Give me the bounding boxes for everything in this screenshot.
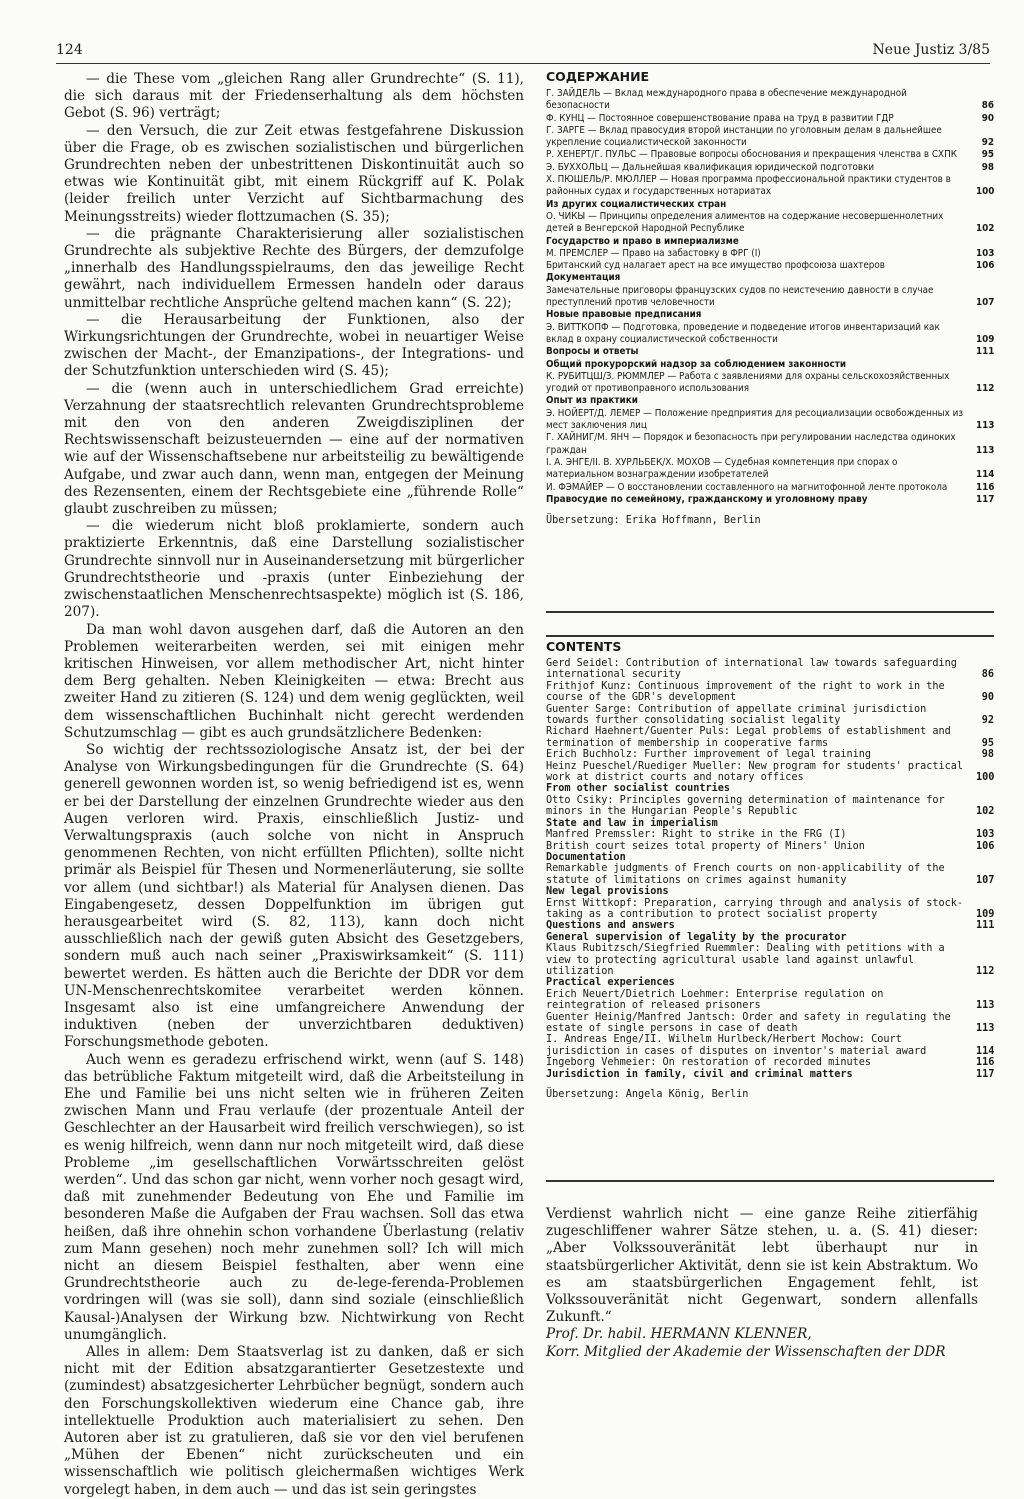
toc-entry-page: 113 <box>976 420 995 432</box>
toc-entry-title: Remarkable judgments of French courts on non-applicability of the statute of limitations on crimes against humanity <box>546 863 945 886</box>
paragraph: — den Versuch, die zur Zeit etwas festgefahrene Diskussion über die Frage, ob es zwischen sozialistischen und bürgerlichen Grundrechten neben der unbestrittenen Diskontinuität auch so etwas wie Kontinuität gibt, mit einem Rückgriff auf K. Polak (leider freilich unter Verzicht auf Sichtbarmachung des Meinungsstreits) wieder flottzumachen (S. 35); <box>64 122 524 225</box>
toc-entry-title: Вопросы и ответы <box>546 346 639 358</box>
toc-entry-page: 106 <box>976 840 995 852</box>
toc-entry-page: 106 <box>976 260 995 272</box>
toc-entry <box>546 211 994 236</box>
toc-entry <box>546 1034 994 1057</box>
toc-entry-title: Г. ЗАЙДЕЛЬ — Вклад международного права в обеспечение международной безопасности <box>546 88 907 112</box>
toc-entry-title: Из других социалистических стран <box>546 198 727 210</box>
toc-entry-title: И. ФЭМАЙЕР — О восстановлении составленного на магнитофонной ленте протокола <box>546 481 948 493</box>
toc-section-heading <box>546 309 994 321</box>
paragraph: Auch wenn es geradezu erfrischend wirkt, wenn (auf S. 148) das betrübliche Faktum mitgeteilt wird, daß die Arbeitsteilung in Ehe und Familie bei uns nicht selten wie in früheren Zeiten zwischen Mann und Frau verlaufe (der prozentuale Anteil der Geschlechter an der Hausarbeit wird freilich verschwiegen), so ist es wenig hilfreich, wenn dann nur noch mitgeteilt wird, daß diese Probleme „im gesellschaftlichen Vorwärtsschreiten gelöst werden“. Und das schon gar nicht, wenn vorher noch gesagt wird, daß mit zunehmender Bedeutung von Ehe und Familie im besonderen Maße die Aufgaben der Frau wachsen. Soll das etwa heißen, daß ihre ohnehin schon vorhandene Überlastung (relativ zum Mann gesehen) noch mehr zunehmen soll? Ich will mich nicht an diesem Beispiel festhalten, aber wenn eine Grundrechtstheorie auch zu de-lege-ferenda-Problemen vordringen will (was sie soll), dann sind soziale (einschließlich Kausal-)Analysen der Wirkung bzw. Nichtwirkung von Recht unumgänglich. <box>64 1051 524 1343</box>
toc-entry-page: 95 <box>981 737 994 749</box>
toc-entry <box>546 322 994 347</box>
toc-entry-title: Guenter Heinig/Manfred Jantsch: Order and safety in regulating the estate of single persons in case of death <box>546 1011 951 1034</box>
toc-entry-title: I. Andreas Enge/II. Wilhelm Hurlbeck/Herbert Mochow: Court jurisdiction in cases of disputes on inventor's material award <box>546 1034 927 1057</box>
toc-entry <box>546 989 994 1012</box>
toc-entry-page: 102 <box>976 806 995 818</box>
toc-entry <box>546 248 994 260</box>
russian-contents <box>546 69 994 613</box>
toc-entry-title: New legal provisions <box>546 886 669 898</box>
toc-entry <box>546 1012 994 1035</box>
toc-entry-title: Documentation <box>546 851 626 863</box>
toc-entry-title: Klaus Rubitzsch/Siegfried Ruemmler: Dealing with petitions with a view to protecting agricultural usable land against unlawful utilization <box>546 943 945 977</box>
toc-entry-title: Новые правовые предписания <box>546 309 702 321</box>
toc-entry <box>546 726 994 749</box>
toc-entry-title: Erich Buchholz: Further improvement of legal training <box>546 749 872 761</box>
toc-entry <box>546 113 994 125</box>
toc-entry-page: 103 <box>976 247 995 259</box>
toc-entry-page: 102 <box>976 223 995 235</box>
toc-entry <box>546 260 994 272</box>
toc-entry-page: 112 <box>976 965 995 977</box>
toc-entry-title: State and law in imperialism <box>546 817 718 829</box>
english-translation-credit: Übersetzung: Angela König, Berlin <box>546 1089 749 1101</box>
toc-section-heading <box>546 272 994 284</box>
english-contents-heading: CONTENTS <box>546 635 994 654</box>
toc-entry <box>546 162 994 174</box>
toc-entry-page: 100 <box>976 186 995 198</box>
article-column <box>64 71 524 1499</box>
toc-entry <box>546 432 994 457</box>
toc-entry-title: Г. ЗАРГЕ — Вклад правосудия второй инстанции по уголовным делам в дальнейшее укрепление социалистической законности <box>546 124 942 149</box>
toc-entry <box>546 943 994 977</box>
author-affiliation: Korr. Mitglied der Akademie der Wissenschaften der DDR <box>546 1343 946 1360</box>
toc-section-heading <box>546 977 994 988</box>
toc-entry-title: From other socialist countries <box>546 783 731 795</box>
toc-entry <box>546 658 994 681</box>
page-header <box>56 39 990 64</box>
english-contents <box>546 635 994 1182</box>
closing-paragraph: Verdienst wahrlich nicht — eine ganze Reihe zitierfähig zugeschliffener wahrer Sätze stehen, u. a. (S. 41) dieser: „Aber Volkssouveränität lebt überhaupt nur in staatsbürgerlicher Aktivität, denn sie ist kein Abstraktum. Wo es am staatsbürgerlichen Engagement fehlt, ist Volkssouveränität nicht Gegenwart, sondern allenfalls Zukunft.“ <box>546 1206 978 1326</box>
toc-entry-page: 92 <box>981 137 994 149</box>
toc-entry-title: Государство и право в империализме <box>546 235 739 247</box>
toc-entry-title: Manfred Premssler: Right to strike in the FRG (I) <box>546 829 847 841</box>
toc-entry-page: 116 <box>976 481 995 493</box>
toc-entry <box>546 125 994 150</box>
toc-entry <box>546 371 994 396</box>
toc-entry-page: 113 <box>976 1000 995 1012</box>
toc-entry <box>546 795 994 818</box>
toc-entry-title: О. ЧИКЫ — Принципы определения алиментов на содержание несовершеннолетних детей в Венгерской Народной Республике <box>546 210 944 235</box>
toc-entry <box>546 457 994 482</box>
toc-entry-page: 117 <box>976 1068 995 1080</box>
toc-entry-page: 111 <box>976 920 995 932</box>
toc-entry-title: Ф. КУНЦ — Постоянное совершенствование права на труд в развитии ГДР <box>546 112 894 124</box>
page-number: 124 <box>56 42 83 58</box>
toc-entry <box>546 749 994 760</box>
journal-title: Neue Justiz 3/85 <box>872 42 990 58</box>
toc-section-heading <box>546 818 994 829</box>
toc-entry-page: 114 <box>976 1045 995 1057</box>
russian-contents-list <box>546 88 994 506</box>
paragraph: — die wiederum nicht bloß proklamierte, sondern auch praktizierte Erkenntnis, daß eine Darstellung sozialistischer Grundrechte sinnvoll nur in Auseinandersetzung mit bürgerlicher Grundrechtstheorie und -praxis (unter Einbeziehung der zwischenstaatlichen Menschenrechtsaspekte) möglich ist (S. 186, 207). <box>64 518 524 621</box>
toc-entry-title: Questions and answers <box>546 920 675 932</box>
paragraph: Alles in allem: Dem Staatsverlag ist zu danken, daß er sich nicht mit der Edition absatzgarantierter Gesetzestexte und (zumindest) absatzgesicherter Lehrbücher begnügt, sondern auch den Forschungskollektiven wiederum eine Chance gab, ihre intellektuelle Produktion auch materialisiert zu sehen. Den Autoren aber ist zu gratulieren, daß sie vor den viel berufenen „Mühen der Ebenen“ nicht zurückscheuten und ein wissenschaftlich wie politisch gleichermaßen wichtiges Werk vorgelegt haben, in dem auch — und das ist sein geringstes <box>64 1344 524 1498</box>
toc-entry-title: Общий прокурорский надзор за соблюдением законности <box>546 358 847 370</box>
toc-entry <box>546 88 994 113</box>
toc-entry-title: General supervision of legality by the procurator <box>546 931 847 943</box>
toc-section-heading <box>546 1069 994 1080</box>
toc-entry-title: Erich Neuert/Dietrich Loehmer: Enterprise regulation on reintegration of released prisoners <box>546 988 884 1012</box>
toc-entry <box>546 408 994 433</box>
toc-entry-page: 113 <box>976 444 995 456</box>
english-contents-list <box>546 658 994 1080</box>
toc-entry-title: British court seizes total property of Miners' Union <box>546 840 865 852</box>
toc-entry-page: 109 <box>976 333 995 345</box>
toc-entry-page: 114 <box>976 469 995 481</box>
toc-entry-title: Richard Haehnert/Guenter Puls: Legal problems of establishment and termination of membership in cooperative farms <box>546 726 951 749</box>
toc-entry <box>546 841 994 852</box>
toc-entry-title: I. А. ЭНГЕ/II. В. ХУРЛЬБЕК/Х. МОХОВ — Судебная компетенция при спорах о материальном вознаграждении изобретателей <box>546 456 898 481</box>
paragraph: So wichtig der rechtssoziologische Ansatz ist, der bei der Analyse von Wirkungsbedingungen für die Grundrechte (S. 64) generell gewonnen worden ist, so wenig befriedigend ist es, wenn er bei der Darstellung der einzelnen Grundrechte wieder aus den Augen verloren wird. Praxis, einschließlich Justiz- und Verwaltungspraxis (auch solche von nicht in Anspruch genommenen Rechten, von nicht erfüllten Pflichten), sollte nicht primär als Beispiel für Thesen und Normenerläuterung, sie sollte vor allem (und sichtbar!) als Material für Analysen dienen. Das Eingabengesetz, dessen Doppelfunktion im übrigen gut herausgearbeitet wird (S. 82, 113), kann doch nicht ausschließlich nach der gewiß guten Absicht des Gesetzgebers, sondern muß auch nach seiner „Praxiswirksamkeit“ (S. 111) bewertet werden. Es hätten auch die Berichte der DDR vor dem UN-Menschenrechtskomitee verarbeitet werden können. Insgesamt also ist eine umfangreichere Anwendung der induktiven (neben der unverzichtbaren deduktiven) Forschungsmethode geboten. <box>64 741 524 1051</box>
toc-entry-title: Г. ХАЙНИГ/М. ЯНЧ — Порядок и безопасность при регулировании наследства одиноких граждан <box>546 432 956 456</box>
toc-entry-page: 90 <box>981 112 994 124</box>
toc-entry-page: 98 <box>981 749 994 761</box>
toc-entry-title: Опыт из практики <box>546 395 638 407</box>
paragraph: — die These vom „gleichen Rang aller Grundrechte“ (S. 11), die sich daraus mit der Friedenserhaltung als dem höchsten Gebot (S. 96) verträgt; <box>64 71 524 122</box>
toc-entry-title: Ernst Wittkopf: Preparation, carrying through and analysis of stock-taking as a contribution to protect socialist property <box>546 897 964 920</box>
toc-entry-title: Э. БУХХОЛЬЦ — Дальнейшая квалификация юридической подготовки <box>546 161 875 173</box>
toc-entry <box>546 681 994 704</box>
toc-entry-page: 86 <box>981 669 994 681</box>
toc-entry-page: 103 <box>976 829 995 841</box>
toc-section-heading <box>546 932 994 943</box>
toc-entry <box>546 761 994 784</box>
toc-entry-page: 107 <box>976 874 995 886</box>
toc-entry <box>546 704 994 727</box>
toc-entry <box>546 149 994 161</box>
toc-entry-title: Документация <box>546 272 621 284</box>
toc-entry <box>546 285 994 310</box>
toc-section-heading <box>546 199 994 211</box>
toc-entry-page: 117 <box>976 493 995 505</box>
toc-entry-page: 86 <box>981 100 994 112</box>
toc-entry <box>546 174 994 199</box>
toc-entry-title: Otto Csiky: Principles governing determination of maintenance for minors in the Hungarian People's Republic <box>546 794 945 818</box>
paragraph: Da man wohl davon ausgehen darf, daß die Autoren an den Problemen weiterarbeiten werden, sei mit einigen mehr kritischen Hinweisen, vor allem methodischer Art, nicht hinter dem Berg gehalten. Neben Kleinigkeiten — etwa: Brecht aus zweiter Hand zu zitieren (S. 124) und dem wenig geglückten, weil dem wissenschaftlichen Buchinhalt nicht gerecht werdenden Schutzumschlag — gibt es auch grundsätzlichere Bedenken: <box>64 621 524 741</box>
toc-section-heading <box>546 346 994 358</box>
toc-entry-title: Practical experiences <box>546 977 675 989</box>
toc-section-heading <box>546 359 994 371</box>
toc-entry-title: Британский суд налагает арест на все имущество профсоюза шахтеров <box>546 260 885 272</box>
toc-entry <box>546 898 994 921</box>
toc-entry-page: 92 <box>981 715 994 727</box>
toc-entry-title: Э. ВИТТКОПФ — Подготовка, проведение и подведение итогов инвентаризаций как вклад в охрану социалистической собственности <box>546 321 940 345</box>
toc-section-heading <box>546 852 994 863</box>
toc-entry-page: 98 <box>981 161 994 173</box>
russian-translation-credit: Übersetzung: Erika Hoffmann, Berlin <box>546 515 761 527</box>
toc-entry-page: 107 <box>976 297 995 309</box>
toc-entry-page: 95 <box>981 149 994 161</box>
toc-entry-page: 109 <box>976 908 995 920</box>
toc-entry-title: Jurisdiction in family, civil and criminal matters <box>546 1068 853 1080</box>
toc-entry-title: Х. ПЮШЕЛЬ/Р. МЮЛЛЕР — Новая программа профессиональной практики студентов в районных судах и государственных нотариатах <box>546 174 951 198</box>
toc-entry-page: 111 <box>976 346 995 358</box>
author-name: Prof. Dr. habil. HERMANN KLENNER, <box>546 1326 812 1343</box>
toc-entry-title: К. РУБИТЦШ/З. РЮММЛЕР — Работа с заявлениями для охраны сельскохозяйственных угодий от противоправного использования <box>546 370 950 395</box>
toc-entry <box>546 829 994 840</box>
toc-entry-title: Замечательные приговоры французских судов по неистечению давности в случае преступлений против человечности <box>546 284 934 309</box>
toc-entry-page: 113 <box>976 1023 995 1034</box>
paragraph: — die (wenn auch in unterschiedlichem Grad erreichte) Verzahnung der staatsrechtlich relevanten Grundrechtsprobleme mit den von den anderen Zweigdisziplinen der Rechtswissenschaft beizusteuernden — eine auf der normativen wie auf der Wissenschaftsebene nur arbeitsteilig zu bewältigende Aufgabe, und zwar auch dann, wenn man, entgegen der Meinung des Rezensenten, einem der Rechtsgebiete eine „führende Rolle“ glaubt zuschreiben zu müssen; <box>64 380 524 518</box>
toc-entry-page: 90 <box>981 692 994 704</box>
toc-entry <box>546 863 994 886</box>
paragraph: — die Herausarbeitung der Funktionen, also der Wirkungsrichtungen der Grundrechte, wobei in neuartiger Weise zwischen der Macht-, der Emanzipations-, der Integrations- und der Schutzfunktion unterschieden wird (S. 45); <box>64 311 524 380</box>
toc-entry-title: Guenter Sarge: Contribution of appellate criminal jurisdiction towards further consolidating socialist legality <box>546 703 927 727</box>
toc-section-heading <box>546 920 994 931</box>
toc-entry-title: Frithjof Kunz: Continuous improvement of the right to work in the course of the GDR's development <box>546 680 945 704</box>
toc-section-heading <box>546 886 994 897</box>
toc-section-heading <box>546 494 994 506</box>
toc-entry <box>546 1057 994 1068</box>
closing-block <box>546 1206 978 1361</box>
toc-section-heading <box>546 236 994 248</box>
toc-entry-page: 116 <box>976 1057 995 1069</box>
toc-entry-title: Р. ХЕНЕРТ/Г. ПУЛЬС — Правовые вопросы обоснования и прекращения членства в СХПК <box>546 149 957 161</box>
toc-entry-title: Ingeborg Vehmeier: On restoration of recorded minutes <box>546 1057 872 1069</box>
paragraph: — die prägnante Charakterisierung aller sozialistischen Grundrechte als subjektive Rechte des Bürgers, der demzufolge „innerhalb des Handlungsspielraums, den das jeweilige Recht gewährt, nach individuellem Ermessen handeln oder daraus unmittelbar rechtliche Ansprüche geltend machen kann“ (S. 22); <box>64 225 524 311</box>
toc-entry-title: Правосудие по семейному, гражданскому и уголовному праву <box>546 493 868 505</box>
russian-contents-heading: СОДЕРЖАНИЕ <box>546 69 650 84</box>
toc-section-heading <box>546 395 994 407</box>
toc-section-heading <box>546 783 994 794</box>
toc-entry-page: 112 <box>976 383 995 395</box>
toc-entry-title: Gerd Seidel: Contribution of international law towards safeguarding international security <box>546 658 957 681</box>
toc-column <box>546 69 994 1361</box>
toc-entry-title: М. ПРЕМСЛЕР — Право на забастовку в ФРГ (I) <box>546 247 761 259</box>
toc-entry <box>546 482 994 494</box>
toc-entry-title: Э. НОЙЕРТ/Д. ЛЕМЕР — Положение предприятия для ресоциализации освобожденных из мест заключения лиц <box>546 407 964 432</box>
toc-entry-page: 100 <box>976 772 995 784</box>
toc-entry-title: Heinz Pueschel/Ruediger Mueller: New program for students' practical work at district courts and notary offices <box>546 760 964 784</box>
